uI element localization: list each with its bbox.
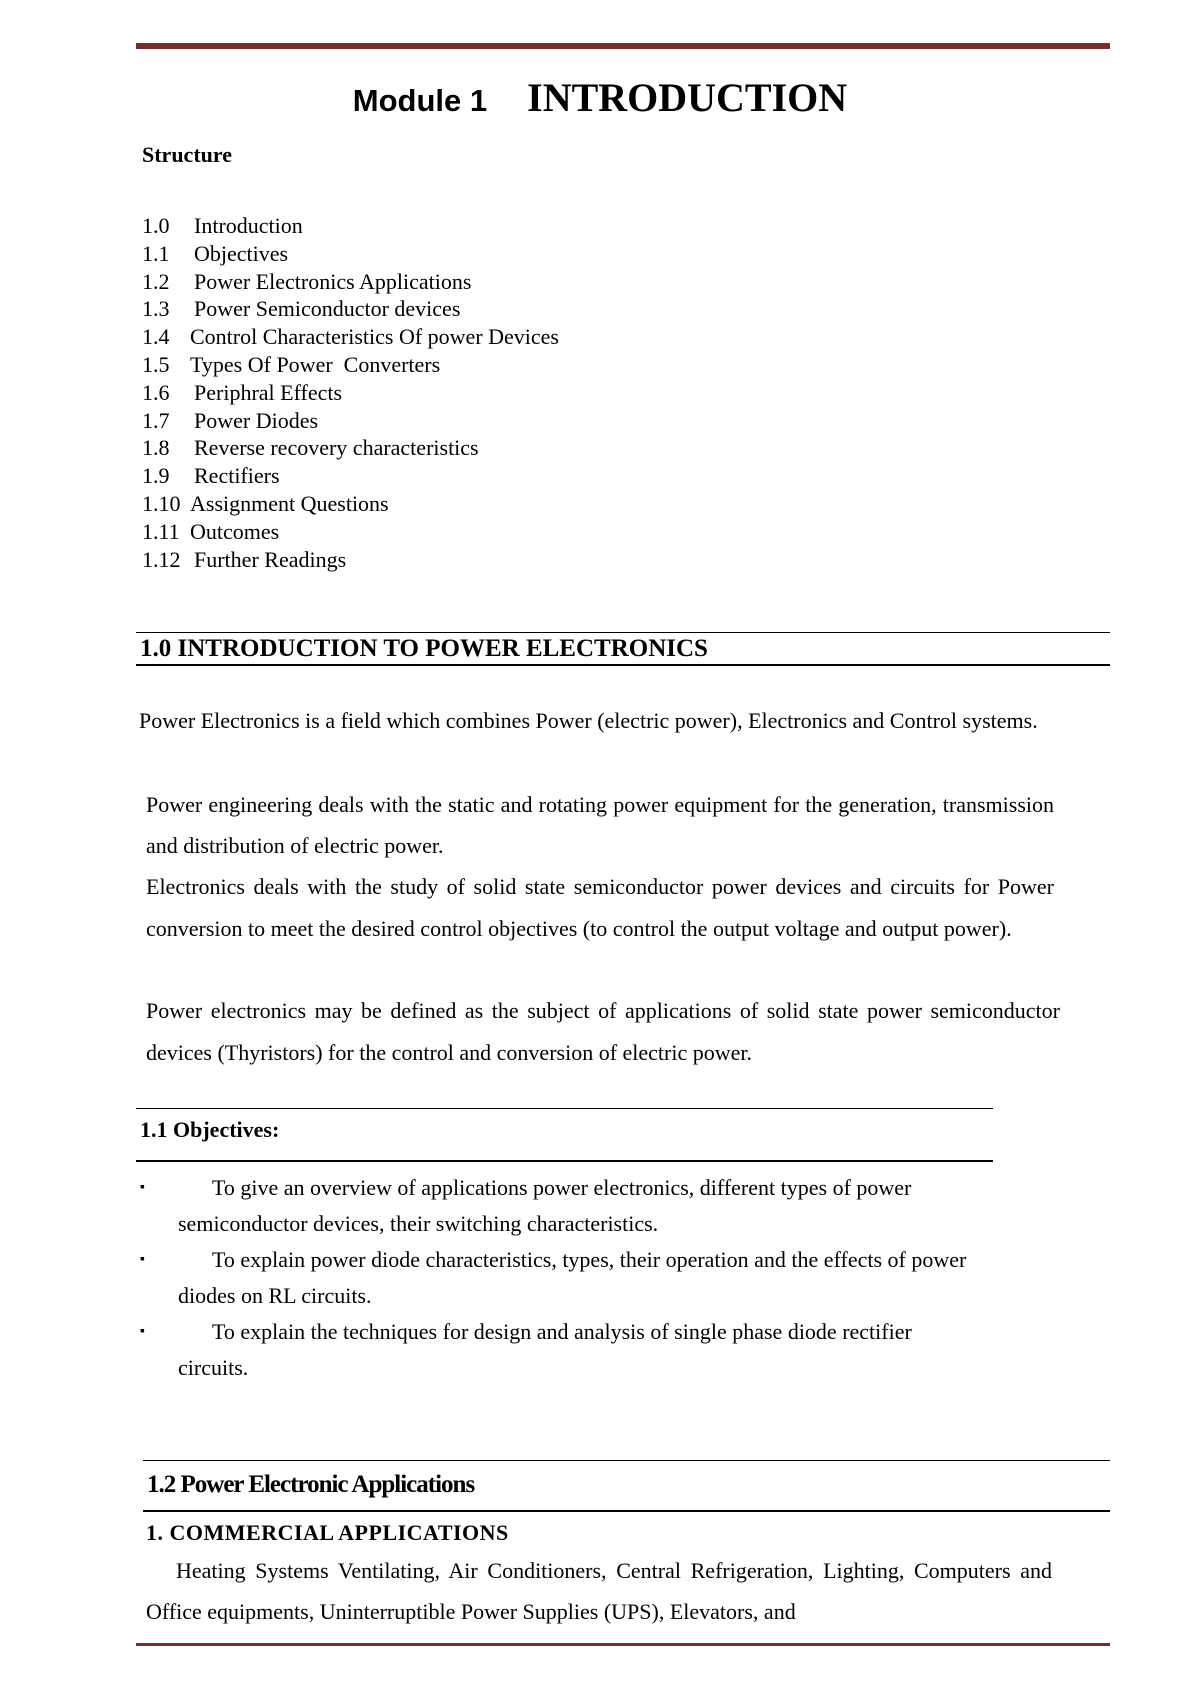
toc-label: Periphral Effects [194,379,343,405]
toc-number: 1.7 [142,407,170,433]
toc-label: Outcomes [190,518,280,544]
toc-number: 1.11 [142,518,180,544]
toc-number: 1.6 [142,379,170,405]
toc-number: 1.1 [142,240,170,266]
toc-item [142,240,559,268]
subheading-commercial: 1. COMMERCIAL APPLICATIONS [146,1520,509,1545]
toc-label: Rectifiers [194,463,280,489]
toc-number: 1.2 [142,268,170,294]
bullet-icon: ▪ [140,1252,145,1267]
toc-item [142,462,559,490]
bullet-icon: ▪ [140,1180,145,1195]
paragraph: Power electronics may be defined as the subject of applications of solid state power semiconductor devices (Thyristors) for the control and conversion of electric power. [146,998,1060,1065]
paragraph: Heating Systems Ventilating, Air Conditioners, Central Refrigeration, Lighting, Computers and Office equipments, Uninterruptible Power Supplies (UPS), Elevators, and [146,1558,1052,1624]
toc-label: Power Electronics Applications [194,268,472,294]
table-of-contents [142,212,559,573]
toc-label: Introduction [194,213,303,238]
list-item [142,1314,972,1386]
structure-label: Structure [142,142,233,167]
section-heading-intro: 1.0 INTRODUCTION TO POWER ELECTRONICS [136,632,1110,666]
toc-number: 1.9 [142,463,170,489]
toc-number: 1.8 [142,435,170,461]
list-item-text: To give an overview of applications power electronics, different types of power semiconductor devices, their switching characteristics. [178,1175,912,1236]
toc-item [142,268,559,296]
toc-item [142,351,559,379]
section-heading-objectives: 1.1 Objectives: [136,1108,993,1162]
toc-label: Assignment Questions [190,490,389,516]
toc-label: Power Semiconductor devices [194,296,461,322]
paragraph: Power Electronics is a field which combines Power (electric power), Electronics and Control systems. [139,708,1038,733]
toc-number: 1.12 [142,546,181,572]
toc-item [142,546,559,574]
bottom-rule [136,1643,1110,1646]
objectives-list [142,1170,972,1386]
toc-item [142,212,559,240]
toc-item [142,379,559,407]
paragraph: Power engineering deals with the static and rotating power equipment for the generation, transmission and distribution of electric power. [146,792,1054,858]
toc-number: 1.0 [142,213,170,238]
list-item-text: To explain power diode characteristics, types, their operation and the effects of power diodes on RL circuits. [178,1247,967,1308]
paragraph: Electronics deals with the study of solid state semiconductor power devices and circuits for Power conversion to meet the desired control objectives (to control the output voltage and output power). [146,874,1054,941]
toc-item [142,490,559,518]
toc-label: Reverse recovery characteristics [194,435,479,461]
page-title [0,74,1200,121]
toc-label: Further Readings [194,546,347,572]
toc-number: 1.4 [142,324,170,350]
list-item [142,1242,972,1314]
section-heading-applications: 1.2 Power Electronic Applications [143,1460,1110,1512]
toc-item [142,407,559,435]
toc-number: 1.10 [142,490,181,516]
toc-label: Control Characteristics Of power Devices [190,324,559,350]
toc-number: 1.5 [142,351,170,377]
toc-label: Types Of Power Converters [190,351,441,377]
toc-number: 1.3 [142,296,170,322]
list-item-text: To explain the techniques for design and analysis of single phase diode rectifier circuits. [178,1319,912,1380]
module-label: Module 1 [352,83,488,118]
bullet-icon: ▪ [140,1324,145,1339]
top-rule [136,43,1110,49]
toc-label: Power Diodes [194,407,319,433]
toc-label: Objectives [194,240,289,266]
toc-item [142,434,559,462]
list-item [142,1170,972,1242]
module-heading: INTRODUCTION [527,75,848,120]
toc-item [142,518,559,546]
toc-item [142,295,559,323]
toc-item [142,323,559,351]
